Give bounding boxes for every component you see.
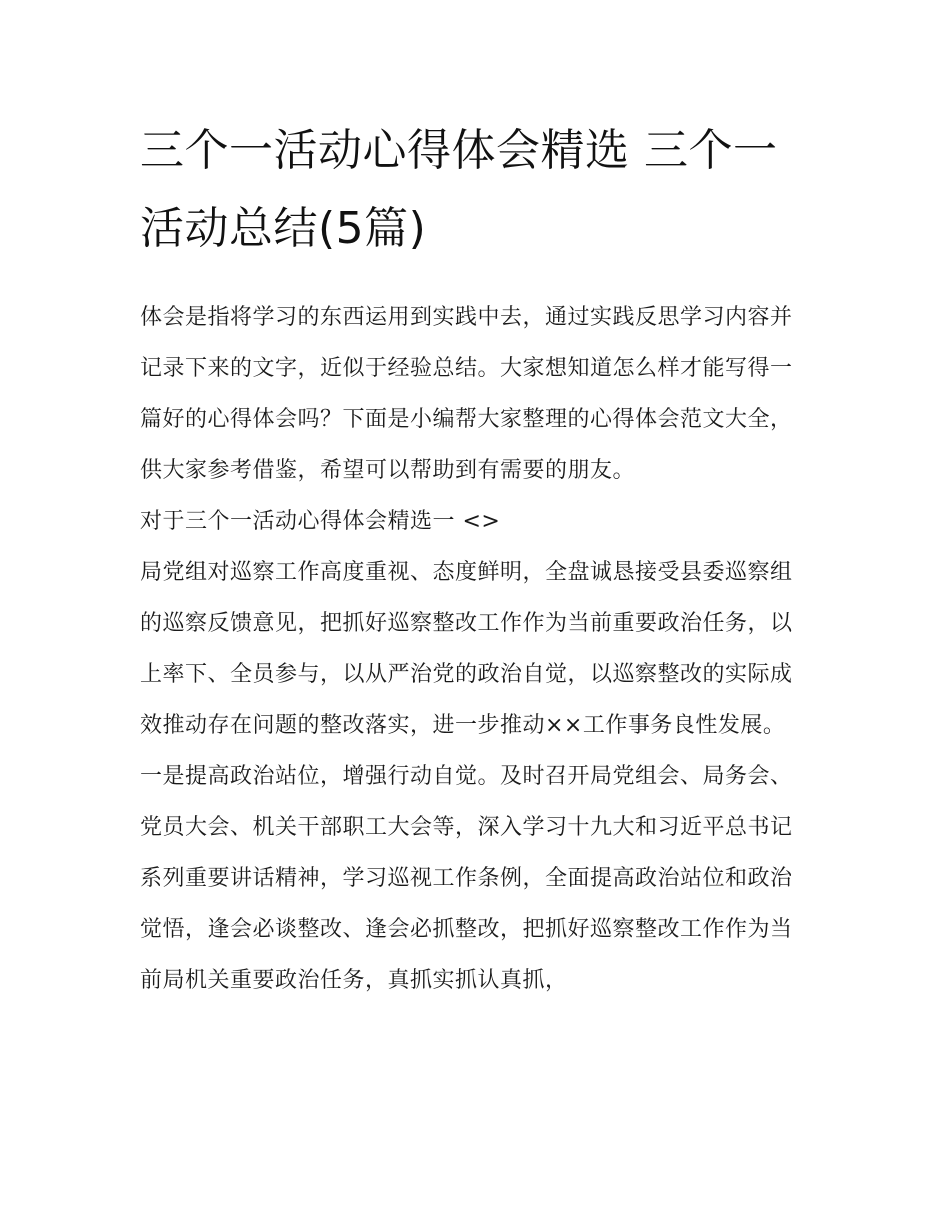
document-body [140,112,812,1006]
document-title: 三个一活动心得体会精选 三个一活动总结(5篇) [140,125,778,254]
intro-paragraph: 体会是指将学习的东西运用到实践中去，通过实践反思学习内容并记录下来的文字，近似于经验总结。大家想知道怎么样才能写得一篇好的心得体会吗？下面是小编帮大家整理的心得体会范文大全，供大家参考借鉴，希望可以帮助到有需要的朋友。 [140,305,793,483]
section-heading: 对于三个一活动心得体会精选一 <> [140,509,501,534]
body-paragraph: 一是提高政治站位，增强行动自觉。及时召开局党组会、局务会、党员大会、机关干部职工大会等，深入学习十九大和习近平总书记系列重要讲话精神，学习巡视工作条例，全面提高政治站位和政治觉悟，逢会必谈整改、逢会必抓整改，把抓好巡察整改工作作为当前局机关重要政治任务，真抓实抓认真抓， [140,764,793,993]
body-paragraph: 局党组对巡察工作高度重视、态度鲜明，全盘诚恳接受县委巡察组的巡察反馈意见，把抓好巡察整改工作作为当前重要政治任务，以上率下、全员参与，以从严治党的政治自觉，以巡察整改的实际成效推动存在问题的整改落实，进一步推动××工作事务良性发展。 [140,560,793,738]
